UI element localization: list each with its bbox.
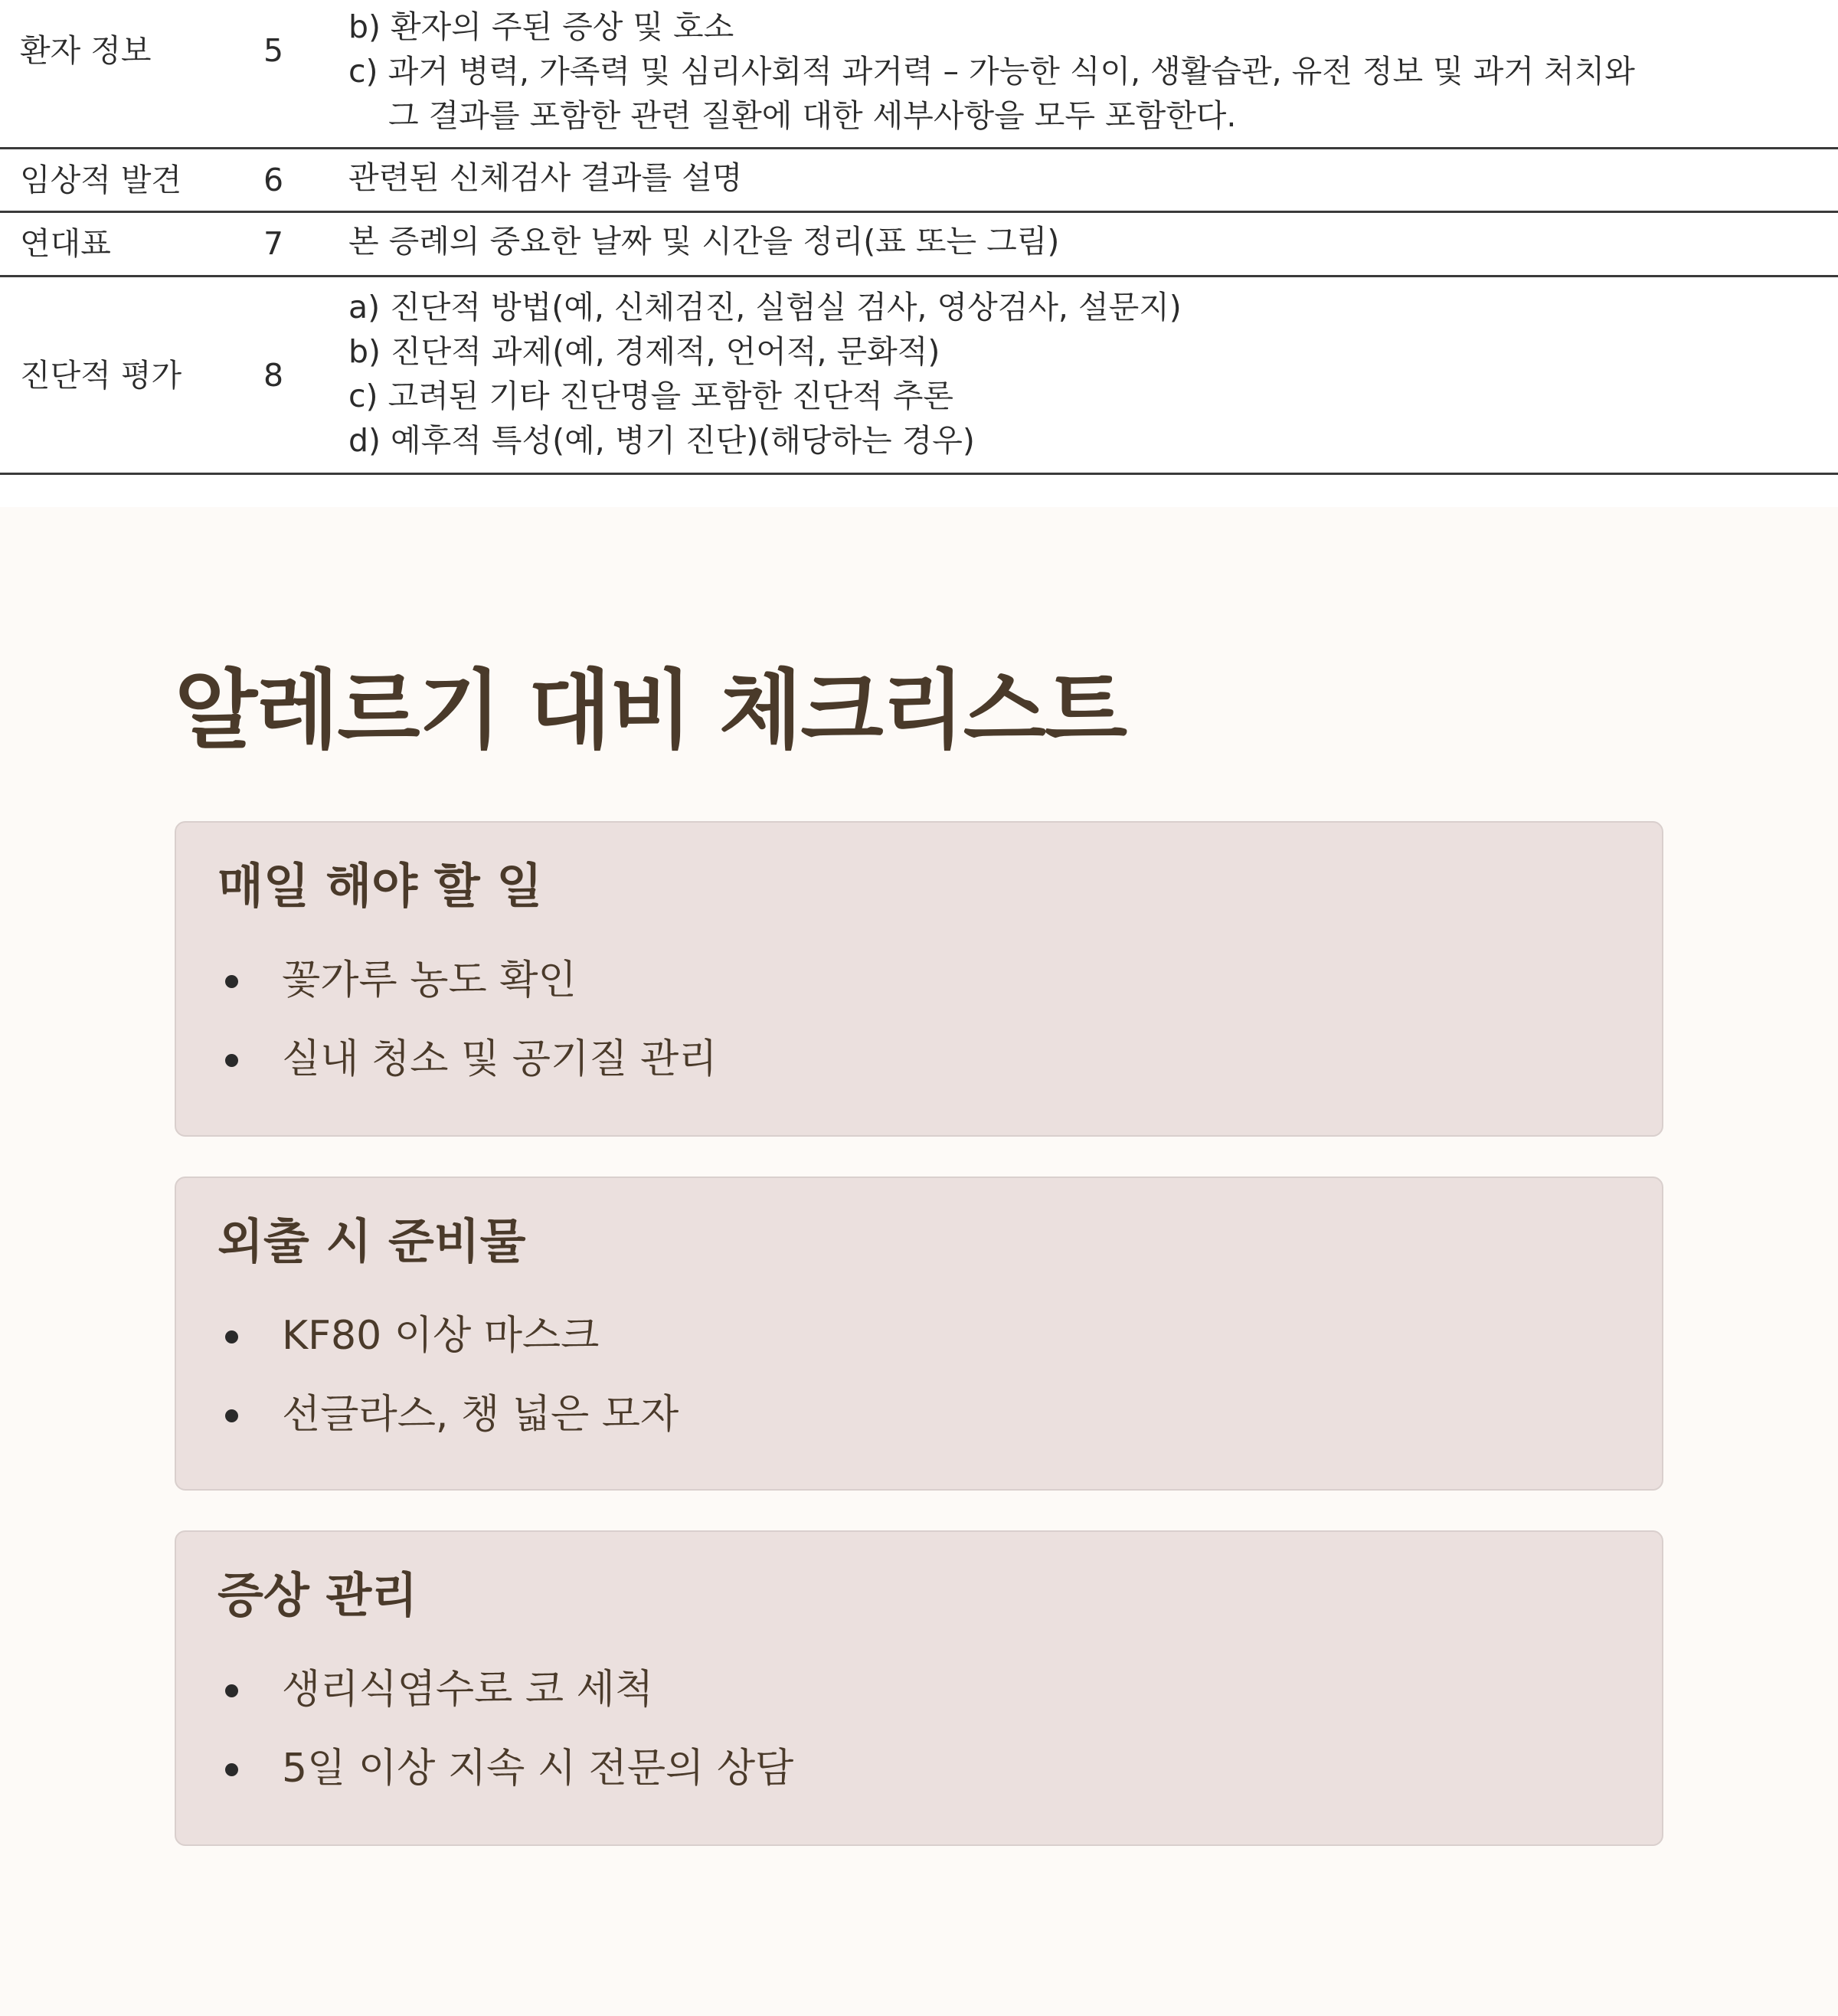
description-cell: [348, 285, 1182, 463]
allergy-checklist: [0, 507, 1838, 2016]
card-heading: 매일 해야 할 일: [217, 858, 543, 914]
category-cell: 환자 정보: [20, 32, 152, 69]
table-row-diagnostic-assessment: [0, 277, 1838, 473]
item-number-cell: 7: [263, 225, 284, 262]
checklist-items: [217, 1312, 679, 1470]
description-line: 본 증례의 중요한 날짜 및 시간을 정리(표 또는 그림): [348, 223, 1060, 260]
bullet-icon: [225, 1409, 238, 1422]
list-item-text: 실내 청소 및 공기질 관리: [282, 1036, 718, 1082]
category-cell: 임상적 발견: [20, 162, 182, 198]
list-item: [217, 1666, 793, 1745]
list-item-text: 꽃가루 농도 확인: [282, 957, 577, 1003]
row-divider: [0, 473, 1838, 475]
card-heading: 외출 시 준비물: [217, 1213, 526, 1269]
list-item: [217, 1312, 679, 1391]
bullet-icon: [225, 1684, 238, 1697]
description-line: c) 과거 병력, 가족력 및 심리사회적 과거력 – 가능한 식이, 생활습관, 유전 정보 및 과거 처치와: [348, 53, 1635, 90]
checklist-items: [217, 957, 717, 1114]
description-cell: [348, 155, 742, 200]
list-item-text: 선글라스, 챙 넓은 모자: [282, 1392, 679, 1438]
table-row-patient-info: [0, 0, 1838, 147]
bullet-icon: [225, 975, 238, 988]
description-cell: [348, 5, 1635, 138]
description-line: 관련된 신체검사 결과를 설명: [348, 159, 743, 196]
bullet-icon: [225, 1763, 238, 1776]
checklist-card-symptom-care: [175, 1530, 1663, 1846]
category-cell: 연대표: [20, 225, 111, 262]
description-line: d) 예후적 특성(예, 병기 진단)(해당하는 경우): [348, 422, 975, 459]
description-line: a) 진단적 방법(예, 신체검진, 실험실 검사, 영상검사, 설문지): [348, 289, 1182, 326]
checklist-card-outing: [175, 1177, 1663, 1491]
list-item: [217, 1391, 679, 1470]
item-number-cell: 5: [263, 32, 284, 69]
description-line: b) 진단적 과제(예, 경제적, 언어적, 문화적): [348, 333, 940, 370]
description-line: b) 환자의 주된 증상 및 호소: [348, 8, 734, 45]
item-number-cell: 8: [263, 357, 284, 394]
report-checklist-table: [0, 0, 1838, 507]
bullet-icon: [225, 1054, 238, 1067]
card-heading: 증상 관리: [217, 1567, 418, 1623]
item-number-cell: 6: [263, 162, 284, 198]
page-title: 알레르기 대비 체크리스트: [175, 661, 1127, 761]
table-row-timeline: [0, 213, 1838, 275]
description-line: 그 결과를 포함한 관련 질환에 대한 세부사항을 모두 포함한다.: [388, 97, 1237, 134]
category-cell: 진단적 평가: [20, 357, 182, 394]
checklist-card-daily: [175, 821, 1663, 1137]
description-cell: [348, 219, 1059, 263]
bullet-icon: [225, 1330, 238, 1343]
list-item: [217, 1036, 717, 1114]
list-item: [217, 1745, 793, 1824]
description-line: c) 고려된 기타 진단명을 포함한 진단적 추론: [348, 378, 954, 414]
list-item-text: 생리식염수로 코 세척: [282, 1667, 654, 1713]
list-item: [217, 957, 717, 1036]
checklist-items: [217, 1666, 793, 1824]
table-row-clinical-findings: [0, 149, 1838, 211]
list-item-text: KF80 이상 마스크: [282, 1313, 600, 1359]
list-item-text: 5일 이상 지속 시 전문의 상담: [282, 1746, 794, 1792]
